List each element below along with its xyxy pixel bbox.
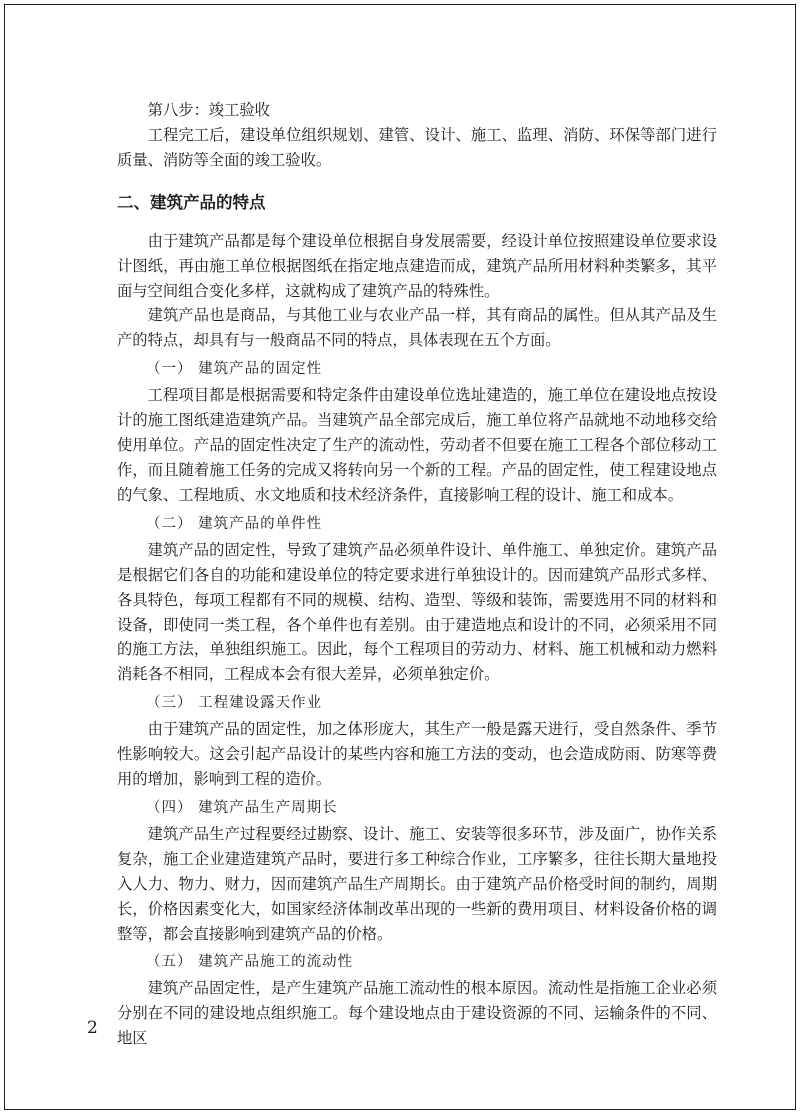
step8-paragraph: 工程完工后，建设单位组织规划、建管、设计、施工、监理、消防、环保等部门进行质量、消防等全面的竣工验收。 xyxy=(117,125,717,169)
item-2-body: 建筑产品的固定性，导致了建筑产品必须单件设计、单件施工、单独定价。建筑产品是根据它们各自的功能和建设单位的特定要求进行单独设计的。因而建筑产品形式多样、各具特色，每项工程都有不同的规模、结构、造型、等级和装饰，需要选用不同的材料和设备，即使同一类工程，各个单件也有差别。由于建造地点和设计的不同，必须采用不同的施工方法，单独组织施工。因此，每个工程项目的劳动力、材料、施工机械和动力燃料消耗各不相同，工程成本会有很大差异，必须单独定价。 xyxy=(117,540,717,684)
document-body xyxy=(117,98,717,1051)
item-4-body: 建筑产品生产过程要经过勘察、设计、施工、安装等很多环节，涉及面广，协作关系复杂，施工企业建造建筑产品时，要进行多工种综合作业，工序繁多，往往长期大量地投入人力、物力、财力，因而建筑产品生产周期长。由于建筑产品价格受时间的制约，周期长，价格因素变化大，如国家经济体制改革出现的一些新的费用项目、材料设备价格的调整等，都会直接影响到建筑产品的价格。 xyxy=(117,824,717,943)
step8-heading: 第八步：竣工验收 xyxy=(147,101,270,119)
item-1-title: （一） 建筑产品的固定性 xyxy=(146,361,323,378)
item-2-title: （二） 建筑产品的单件性 xyxy=(146,515,323,532)
section-title: 二、建筑产品的特点 xyxy=(117,192,266,212)
item-5-body: 建筑产品固定性，是产生建筑产品施工流动性的根本原因。流动性是指施工企业必须分别在不同的建设地点组织施工。每个建设地点由于建设资源的不同、运输条件的不同、地区 xyxy=(117,979,717,1048)
intro-paragraph-1: 由于建筑产品都是每个建设单位根据自身发展需要，经设计单位按照建设单位要求设计图纸，再由施工单位根据图纸在指定地点建造而成，建筑产品所用材料种类繁多，其平面与空间组合变化多样，这就构成了建筑产品的特殊性。 xyxy=(117,231,717,300)
item-3-body: 由于建筑产品的固定性，加之体形庞大，其生产一般是露天进行，受自然条件、季节性影响较大。这会引起产品设计的某些内容和施工方法的变动，也会造成防雨、防寒等费用的增加，影响到工程的造价。 xyxy=(117,720,717,789)
item-1-body: 工程项目都是根据需要和特定条件由建设单位选址建造的，施工单位在建设地点按设计的施工图纸建造建筑产品。当建筑产品全部完成后，施工单位将产品就地不动地移交给使用单位。产品的固定性决定了生产的流动性，劳动者不但要在施工工程各个部位移动工作，而且随着施工任务的完成又将转向另一个新的工程。产品的固定性，使工程建设地点的气象、工程地质、水文地质和技术经济条件，直接影响工程的设计、施工和成本。 xyxy=(117,386,717,504)
intro-paragraph-2: 建筑产品也是商品，与其他工业与农业产品一样，其有商品的属性。但从其产品及生产的特点，却具有与一般商品不同的特点，具体表现在五个方面。 xyxy=(117,306,717,350)
item-5-title: （五） 建筑产品施工的流动性 xyxy=(146,954,354,971)
page-number: 2 xyxy=(87,1018,98,1038)
item-4-title: （四） 建筑产品生产周期长 xyxy=(146,799,338,816)
item-3-title: （三） 工程建设露天作业 xyxy=(146,695,323,712)
